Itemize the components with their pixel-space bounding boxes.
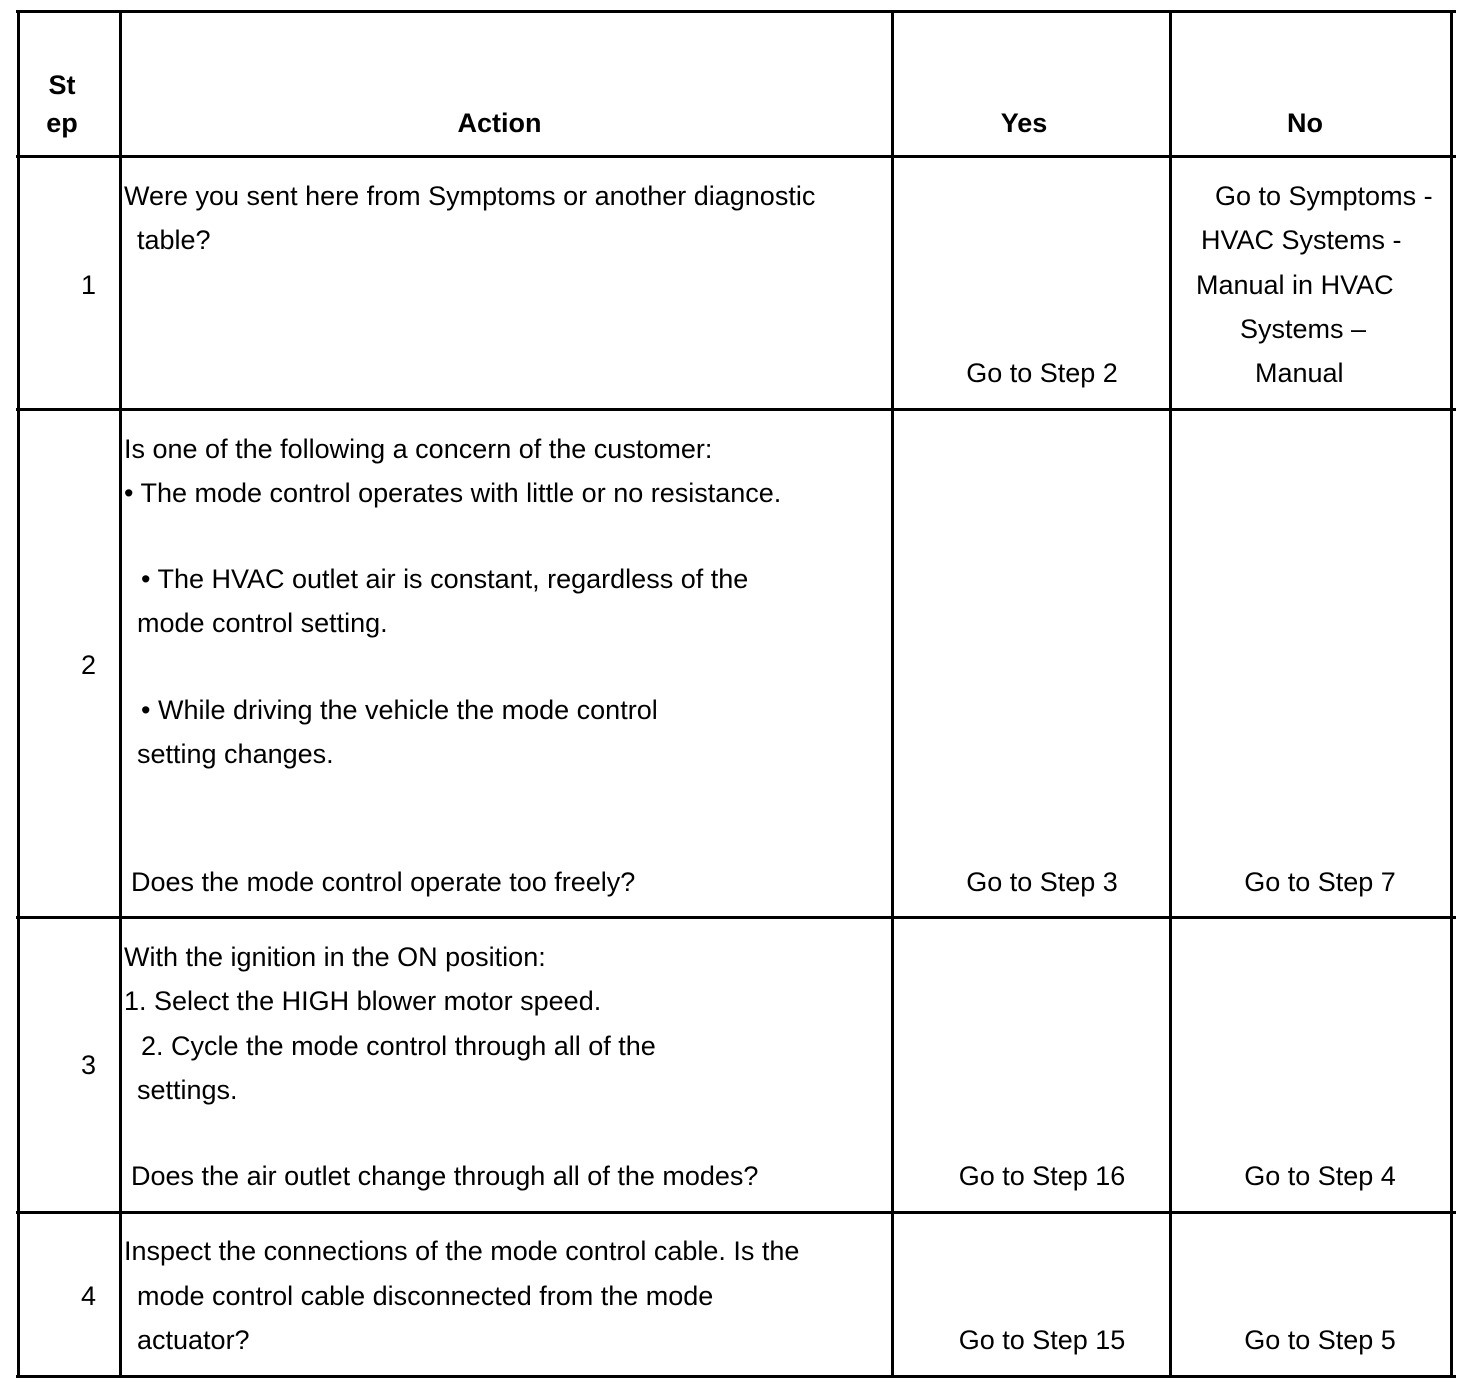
action-text: 1. Select the HIGH blower motor speed. bbox=[124, 986, 602, 1016]
no-outcome: Go to Step 4 bbox=[1244, 1161, 1396, 1191]
header-step-line1: St bbox=[48, 70, 76, 100]
header-no: No bbox=[1287, 108, 1323, 138]
yes-outcome: Go to Step 16 bbox=[958, 1161, 1126, 1191]
yes-outcome: Go to Step 15 bbox=[958, 1325, 1126, 1355]
action-text: Does the mode control operate too freely? bbox=[131, 867, 636, 897]
header-step-line2: ep bbox=[46, 108, 78, 138]
action-text: • The mode control operates with little or no resistance. bbox=[124, 478, 782, 508]
no-outcome: Go to Symptoms - bbox=[1215, 181, 1433, 211]
no-outcome: Go to Step 7 bbox=[1244, 867, 1396, 897]
no-outcome: Manual bbox=[1255, 358, 1344, 388]
action-text: • While driving the vehicle the mode control bbox=[141, 695, 658, 725]
no-outcome: Go to Step 5 bbox=[1244, 1325, 1396, 1355]
action-text: With the ignition in the ON position: bbox=[124, 942, 546, 972]
no-outcome: Manual in HVAC bbox=[1196, 270, 1394, 300]
table-border-left bbox=[17, 10, 20, 1378]
action-text: Does the air outlet change through all of the modes? bbox=[131, 1161, 759, 1191]
row-divider bbox=[16, 1211, 1456, 1214]
row-divider bbox=[16, 916, 1456, 919]
yes-outcome: Go to Step 3 bbox=[966, 867, 1118, 897]
action-text: table? bbox=[137, 225, 211, 255]
action-text: 2. Cycle the mode control through all of the bbox=[141, 1031, 656, 1061]
yes-outcome: Go to Step 2 bbox=[966, 358, 1118, 388]
action-text: Is one of the following a concern of the customer: bbox=[124, 434, 713, 464]
column-divider bbox=[119, 10, 122, 1378]
action-text: actuator? bbox=[137, 1325, 250, 1355]
step-number: 3 bbox=[81, 1050, 97, 1080]
step-number: 2 bbox=[81, 650, 97, 680]
action-text: setting changes. bbox=[137, 739, 334, 769]
action-text: mode control setting. bbox=[137, 608, 388, 638]
action-text: mode control cable disconnected from the mode bbox=[137, 1281, 714, 1311]
no-outcome: Systems – bbox=[1240, 314, 1367, 344]
action-text: Were you sent here from Symptoms or another diagnostic bbox=[124, 181, 816, 211]
table-border-top bbox=[16, 10, 1456, 13]
no-outcome: HVAC Systems - bbox=[1201, 225, 1402, 255]
header-yes: Yes bbox=[1000, 108, 1048, 138]
step-number: 4 bbox=[81, 1281, 97, 1311]
header-divider bbox=[16, 155, 1456, 158]
step-number: 1 bbox=[81, 270, 97, 300]
table-border-bottom bbox=[16, 1375, 1456, 1378]
row-divider bbox=[16, 408, 1456, 411]
action-text: settings. bbox=[137, 1075, 238, 1105]
action-text: Inspect the connections of the mode control cable. Is the bbox=[124, 1236, 800, 1266]
action-text: • The HVAC outlet air is constant, regardless of the bbox=[141, 564, 749, 594]
header-action: Action bbox=[457, 108, 542, 138]
